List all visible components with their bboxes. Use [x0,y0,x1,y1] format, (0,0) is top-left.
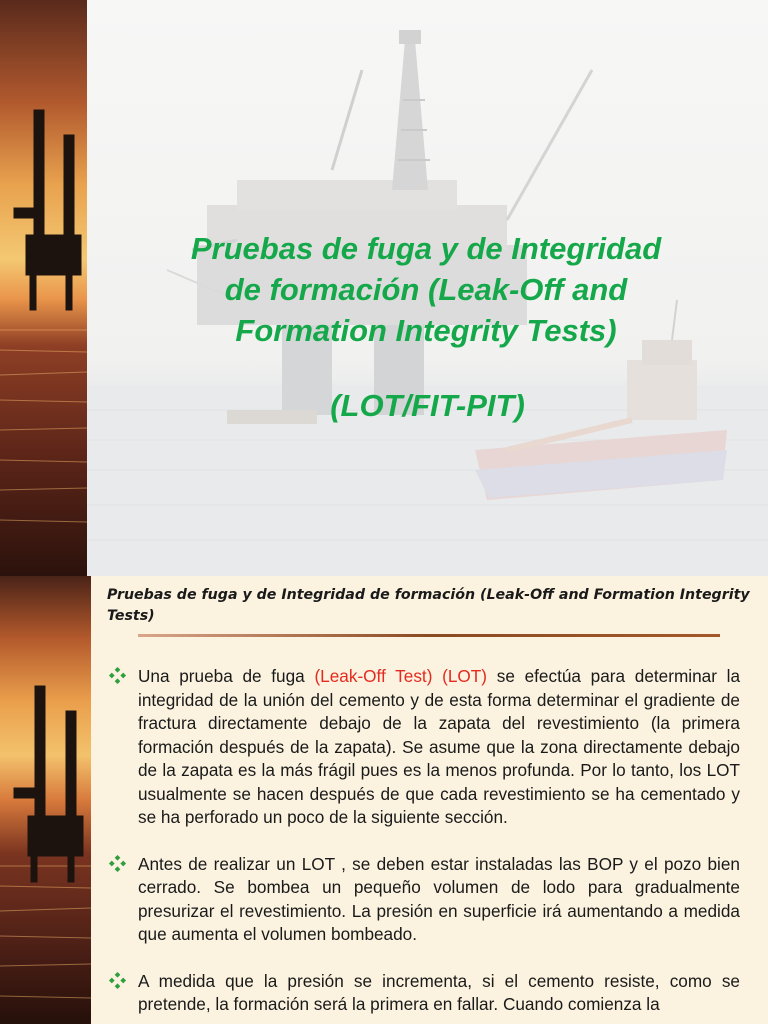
header-divider [138,634,720,637]
title-line-1: Pruebas de fuga y de Integridad [190,231,662,266]
slide-header: Pruebas de fuga y de Integridad de formación (Leak-Off and Formation Integrity Tests) [107,587,750,624]
bullet-text: Antes de realizar un LOT , se deben estar instaladas las BOP y el pozo bien cerrado. Se bombea un pequeño volumen de lodo para gradualmente presurizar el revestimiento. La presión en superficie irá aumentando a medida que aumenta el volumen bombeado. [138,853,740,944]
bullet-text: A medida que la presión se incrementa, si el cemento resiste, como se pretende, la formación será la primera en fallar. Cuando comienza la [138,970,740,1014]
bullet-list [107,665,740,1024]
bullet-item [107,853,740,947]
sunset-rig-strip [0,576,91,1024]
highlight-text: (Leak-Off Test) (LOT) [314,666,488,686]
content-slide [0,576,768,1024]
bullet-item [107,970,740,1017]
sunset-rig-strip [0,0,87,576]
subtitle: (LOT/FIT-PIT) [330,388,525,423]
diamond-bullet-icon [108,666,127,685]
diamond-bullet-icon [108,971,127,990]
bullet-text: se efectúa para determinar la integridad de la unión del cemento y de esta forma determinar el gradiente de fractura directamente debajo de la zapata del revestimiento (la primera formación después de la zapata). Se asume que la zona directamente debajo de la zapata es la más frágil pues es la menos profunda. Por lo tanto, los LOT usualmente se hacen después de que cada revestimiento se ha cementado y se ha perforado un poco de la siguiente sección. [138,666,741,827]
title-line-3: Formation Integrity Tests) [235,313,617,348]
title-line-2: de formación (Leak-Off and [224,272,628,307]
bullet-text: Una prueba de fuga [138,666,315,686]
title-block [87,228,768,426]
diamond-bullet-icon [108,854,127,873]
bullet-item [107,665,740,830]
